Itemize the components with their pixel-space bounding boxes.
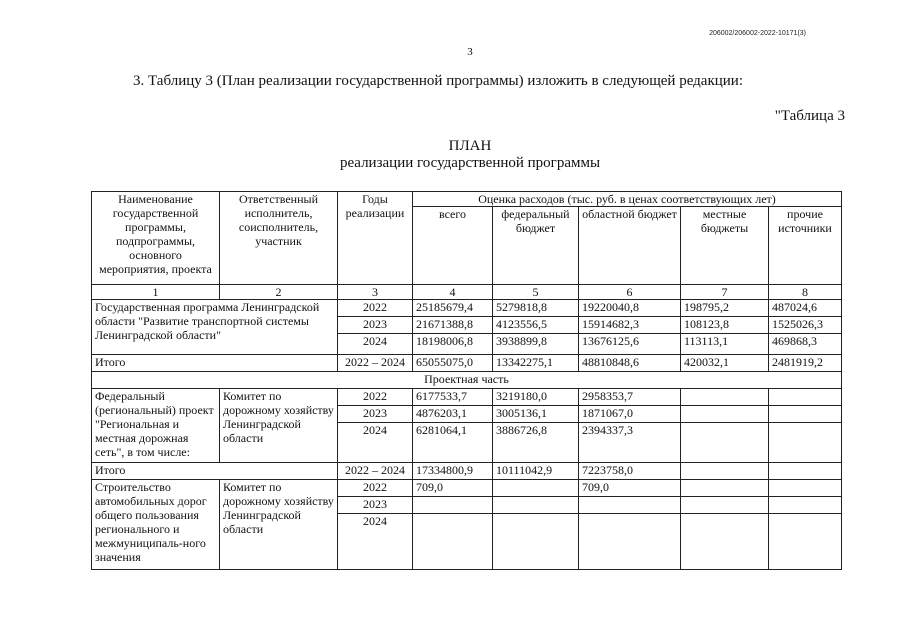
federal-cell: 10111042,9 [493, 463, 579, 480]
project-name: Федеральный (региональный) проект "Региональная и местная дорожная сеть", в том числе: [92, 389, 220, 463]
header-years: Годы реализации [338, 192, 413, 285]
intro-paragraph: 3. Таблицу 3 (План реализации государственной программы) изложить в следующей редакции: [133, 73, 743, 89]
header-estimate: Оценка расходов (тыс. руб. в ценах соответствующих лет) [413, 192, 842, 207]
federal-cell [493, 514, 579, 570]
column-number: 7 [681, 285, 769, 300]
project-responsible: Комитет по дорожному хозяйству Ленинградской области [220, 389, 338, 463]
year-cell: 2024 [338, 334, 413, 355]
year-cell: 2024 [338, 514, 413, 570]
year-cell: 2023 [338, 497, 413, 514]
local-cell [681, 463, 769, 480]
document-number: 206002/206002-2022-10171(3) [709, 30, 806, 37]
other-cell [769, 497, 842, 514]
regional-cell: 15914682,3 [579, 317, 681, 334]
section-label: Проектная часть [92, 372, 842, 389]
local-cell: 420032,1 [681, 355, 769, 372]
total-cell: 65055075,0 [413, 355, 493, 372]
column-number-row [92, 285, 842, 300]
total-cell: 709,0 [413, 480, 493, 497]
federal-cell: 3219180,0 [493, 389, 579, 406]
regional-cell [579, 514, 681, 570]
year-cell: 2022 – 2024 [338, 463, 413, 480]
page-number: 3 [467, 46, 473, 58]
program-name: Государственная программа Ленинградской области "Развитие транспортной системы Ленинградской области" [92, 300, 338, 355]
header-other: прочие источники [769, 207, 842, 285]
header-total: всего [413, 207, 493, 285]
program-total-row [92, 355, 842, 372]
total-cell [413, 514, 493, 570]
year-cell: 2022 [338, 389, 413, 406]
header-name: Наименование государственной программы, подпрограммы, основного мероприятия, проекта [92, 192, 220, 285]
year-cell: 2022 – 2024 [338, 355, 413, 372]
construction-responsible: Комитет по дорожному хозяйству Ленинградской области [220, 480, 338, 570]
table-row [92, 300, 842, 317]
column-number: 2 [220, 285, 338, 300]
regional-cell: 1871067,0 [579, 406, 681, 423]
total-cell: 25185679,4 [413, 300, 493, 317]
local-cell [681, 406, 769, 423]
total-cell: 17334800,9 [413, 463, 493, 480]
regional-cell: 2958353,7 [579, 389, 681, 406]
year-cell: 2024 [338, 423, 413, 463]
total-label: Итого [92, 463, 338, 480]
column-number: 4 [413, 285, 493, 300]
regional-cell: 2394337,3 [579, 423, 681, 463]
other-cell [769, 480, 842, 497]
column-number: 8 [769, 285, 842, 300]
total-cell: 21671388,8 [413, 317, 493, 334]
other-cell [769, 406, 842, 423]
header-local: местные бюджеты [681, 207, 769, 285]
other-cell: 487024,6 [769, 300, 842, 317]
local-cell [681, 514, 769, 570]
federal-cell [493, 497, 579, 514]
header-regional: областной бюджет [579, 207, 681, 285]
table-row [92, 480, 842, 497]
plan-table [91, 191, 842, 570]
other-cell [769, 463, 842, 480]
column-number: 3 [338, 285, 413, 300]
local-cell [681, 423, 769, 463]
local-cell: 113113,1 [681, 334, 769, 355]
plan-subtitle: реализации государственной программы [339, 155, 601, 171]
column-number: 1 [92, 285, 220, 300]
federal-cell: 3005136,1 [493, 406, 579, 423]
total-label: Итого [92, 355, 338, 372]
regional-cell: 48810848,6 [579, 355, 681, 372]
construction-name: Строительство автомобильных дорог общего пользования регионального и межмуниципаль-ного значения [92, 480, 220, 570]
regional-cell [579, 497, 681, 514]
total-cell: 6281064,1 [413, 423, 493, 463]
other-cell: 1525026,3 [769, 317, 842, 334]
other-cell [769, 423, 842, 463]
federal-cell: 13342275,1 [493, 355, 579, 372]
year-cell: 2022 [338, 480, 413, 497]
regional-cell: 19220040,8 [579, 300, 681, 317]
total-cell [413, 497, 493, 514]
local-cell [681, 497, 769, 514]
federal-cell: 5279818,8 [493, 300, 579, 317]
local-cell: 108123,8 [681, 317, 769, 334]
federal-cell [493, 480, 579, 497]
federal-cell: 3886726,8 [493, 423, 579, 463]
regional-cell: 709,0 [579, 480, 681, 497]
local-cell: 198795,2 [681, 300, 769, 317]
other-cell: 2481919,2 [769, 355, 842, 372]
year-cell: 2022 [338, 300, 413, 317]
column-number: 6 [579, 285, 681, 300]
other-cell [769, 389, 842, 406]
column-number: 5 [493, 285, 579, 300]
table-label: "Таблица 3 [774, 108, 845, 124]
total-cell: 18198006,8 [413, 334, 493, 355]
other-cell: 469868,3 [769, 334, 842, 355]
table-row [92, 389, 842, 406]
year-cell: 2023 [338, 406, 413, 423]
total-cell: 6177533,7 [413, 389, 493, 406]
section-row [92, 372, 842, 389]
federal-cell: 4123556,5 [493, 317, 579, 334]
header-federal: федеральный бюджет [493, 207, 579, 285]
local-cell [681, 480, 769, 497]
year-cell: 2023 [338, 317, 413, 334]
federal-cell: 3938899,8 [493, 334, 579, 355]
header-responsible: Ответственный исполнитель, соисполнитель, участник [220, 192, 338, 285]
other-cell [769, 514, 842, 570]
local-cell [681, 389, 769, 406]
project-total-row [92, 463, 842, 480]
regional-cell: 13676125,6 [579, 334, 681, 355]
header-row-1 [92, 192, 842, 207]
regional-cell: 7223758,0 [579, 463, 681, 480]
total-cell: 4876203,1 [413, 406, 493, 423]
plan-title: ПЛАН [448, 138, 492, 154]
